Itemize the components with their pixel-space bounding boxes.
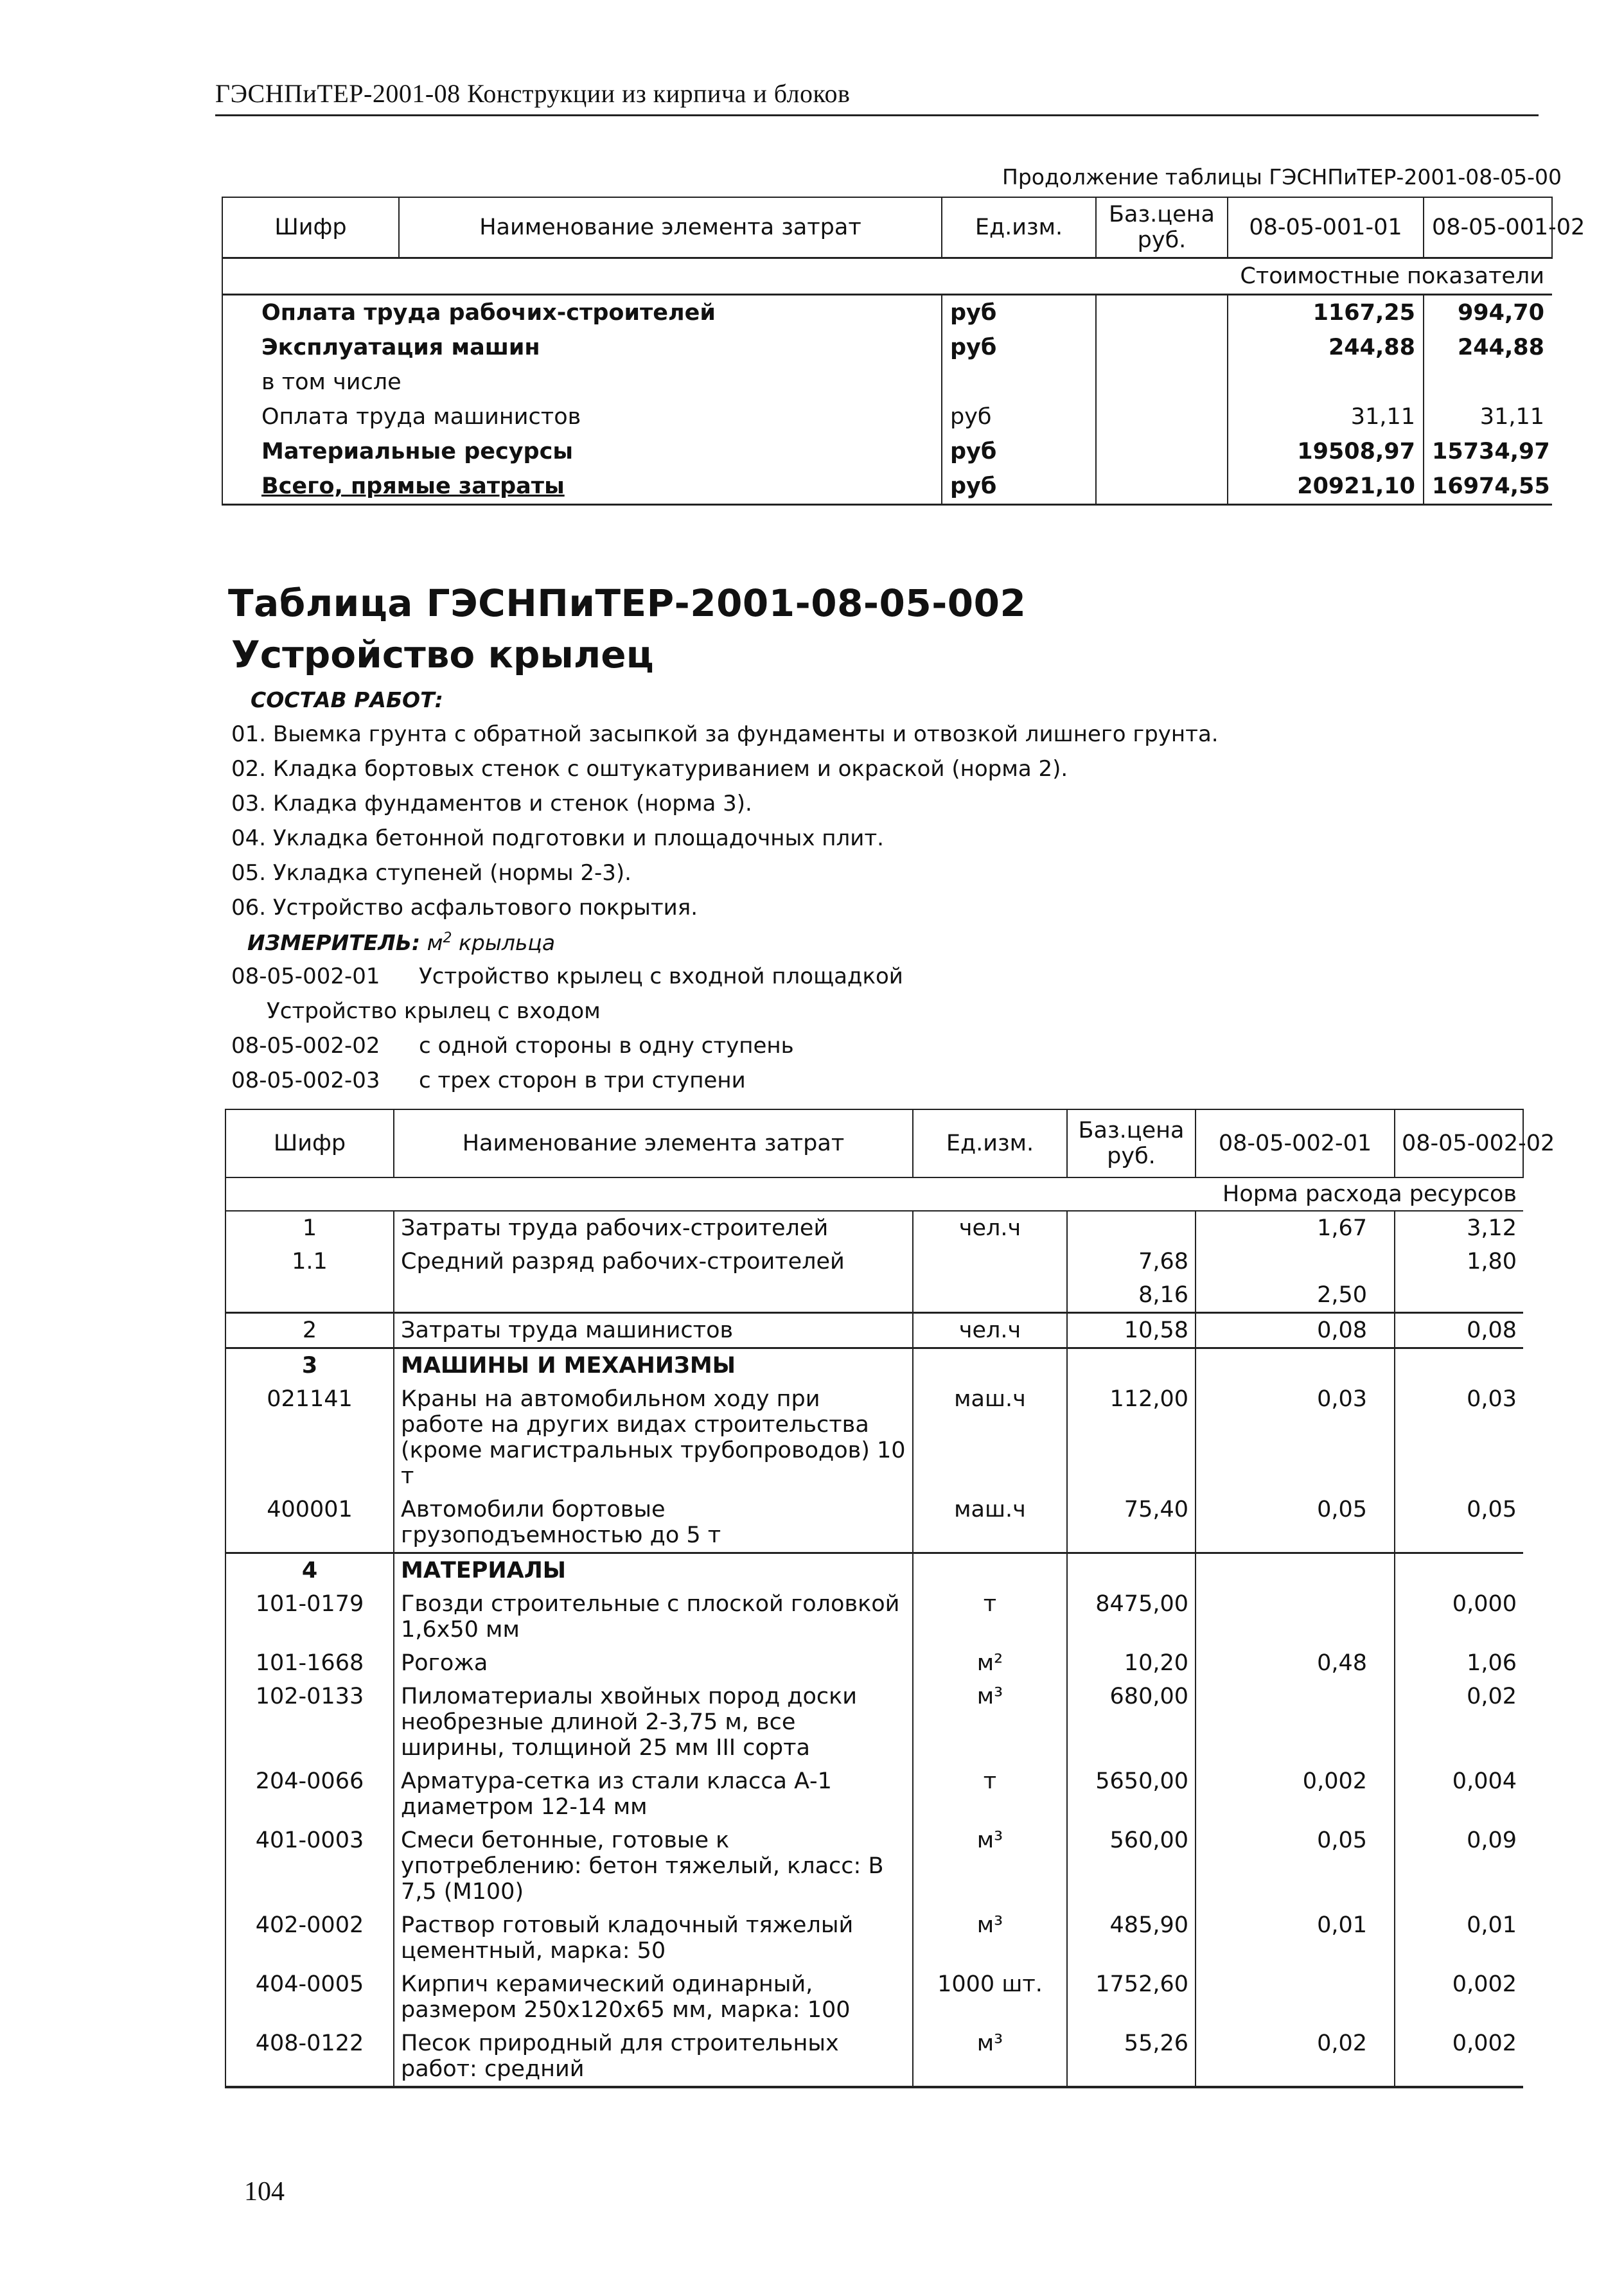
table2-cell-name: МАШИНЫ И МЕХАНИЗМЫ [394,1348,913,1383]
table2-cell-unit: м³ [913,1680,1067,1765]
table2-cell-value1: 2,50 [1196,1278,1395,1313]
table2-cell-unit [913,1553,1067,1588]
table2-cell-price: 8475,00 [1067,1587,1196,1646]
table1-header-unit: Ед.изм. [942,197,1096,258]
table2-title: Таблица ГЭСНПиТЕР-2001-08-05-002 [228,581,1027,625]
table1-row: Всего, прямые затраты руб 20921,10 16974,55 [222,469,1552,505]
table2-subtitle: Устройство крылец [231,633,654,676]
table2-cell-value1: 0,02 [1196,2027,1395,2087]
table2-cell-unit [913,1278,1067,1313]
table2-header-col2: 08-05-002-02 [1395,1109,1523,1177]
operation-item: 06. Устройство асфальтового покрытия. [231,895,698,921]
variant-group-text: Устройство крылец с входом [267,998,601,1024]
table2-cell-name: Песок природный для строительных работ: средний [394,2027,913,2087]
table2-cell-name: Средний разряд рабочих-строителей [394,1245,913,1278]
table2-row [225,1824,1523,1908]
table2-header-code: Шифр [225,1109,394,1177]
meter-unit: м [427,930,443,955]
table2-cell-code: 1 [225,1211,394,1245]
table1-row: Оплата труда рабочих-строителей руб 1167,25 994,70 [222,295,1552,331]
variant-text: с одной стороны в одну ступень [419,1033,794,1059]
table2-cell-price: 5650,00 [1067,1765,1196,1824]
table2-row [225,1908,1523,1968]
meter-line [247,930,555,955]
table2-cell-price: 75,40 [1067,1493,1196,1553]
table2-cell-unit [913,1348,1067,1383]
operation-item: 01. Выемка грунта с обратной засыпкой за фундаменты и отвозкой лишнего грунта. [231,721,1219,747]
table2-cell-code: 408-0122 [225,2027,394,2087]
table2-cell-code: 204-0066 [225,1765,394,1824]
table2-header-unit: Ед.изм. [913,1109,1067,1177]
table2-cell-name: Кирпич керамический одинарный, размером 250х120х65 мм, марка: 100 [394,1968,913,2027]
table2-row [225,1553,1523,1588]
table2-cell-price: 7,68 [1067,1245,1196,1278]
table2-cell-value2: 0,05 [1395,1493,1523,1553]
table2-cell-unit: 1000 шт. [913,1968,1067,2027]
table2-cell-code: 101-0179 [225,1587,394,1646]
table1-header-col2: 08-05-001-02 [1424,197,1552,258]
operation-item: 02. Кладка бортовых стенок с оштукатуриванием и окраской (норма 2). [231,756,1068,782]
composition-label: СОСТАВ РАБОТ: [251,687,443,712]
table2-cell-value2: 0,004 [1395,1765,1523,1824]
table2-cell-unit: м³ [913,1908,1067,1968]
table2-cell-code: 101-1668 [225,1646,394,1680]
table2-cell-value2: 0,03 [1395,1382,1523,1493]
table1-row: Оплата труда машинистов руб 31,11 31,11 [222,400,1552,434]
table1-cost-indicators [222,197,1585,506]
table1-row: Материальные ресурсы руб 19508,97 15734,97 [222,434,1552,469]
table2-header-name: Наименование элемента затрат [394,1109,913,1177]
table2-row [225,1245,1523,1278]
table2-cell-name: Смеси бетонные, готовые к употреблению: бетон тяжелый, класс: В 7,5 (М100) [394,1824,913,1908]
table2-cell-unit: маш.ч [913,1382,1067,1493]
table2-cell-code [225,1278,394,1313]
operation-item: 03. Кладка фундаментов и стенок (норма 3). [231,791,752,816]
table2-cell-value2: 0,09 [1395,1824,1523,1908]
table2-cell-value2: 0,002 [1395,2027,1523,2087]
table2-cell-name: Арматура-сетка из стали класса А-1 диаметром 12-14 мм [394,1765,913,1824]
table2-cell-value2: 1,06 [1395,1646,1523,1680]
running-header: ГЭСНПиТЕР-2001-08 Конструкции из кирпича и блоков [215,79,851,108]
table2-cell-name: Пиломатериалы хвойных пород доски необрезные длиной 2-3,75 м, все ширины, толщиной 25 мм III сорта [394,1680,913,1765]
table2-cell-value1: 0,05 [1196,1493,1395,1553]
table2-cell-unit: м³ [913,2027,1067,2087]
table1-header-name: Наименование элемента затрат [399,197,942,258]
variant-code: 08-05-002-01 [231,964,380,989]
variant-text: Устройство крылец с входной площадкой [419,964,903,989]
table2-cell-name: Затраты труда рабочих-строителей [394,1211,913,1245]
table2-cell-value2 [1395,1348,1523,1383]
table2-cell-code: 1.1 [225,1245,394,1278]
table2-cell-price: 8,16 [1067,1278,1196,1313]
operation-item: 05. Укладка ступеней (нормы 2-3). [231,860,631,886]
table2-cell-name: Гвозди строительные с плоской головкой 1,6х50 мм [394,1587,913,1646]
table1-header-row [222,197,1552,258]
table2-cell-value1 [1196,1553,1395,1588]
table2-cell-value1 [1196,1587,1395,1646]
table2-cell-name: Краны на автомобильном ходу при работе на других видах строительства (кроме магистральных трубопроводов) 10 т [394,1382,913,1493]
table2-row [225,1646,1523,1680]
table2-cell-code: 4 [225,1553,394,1588]
table1-row: в том числе [222,365,1552,400]
table2-cell-unit: м³ [913,1824,1067,1908]
table2-cell-price: 55,26 [1067,2027,1196,2087]
table2-cell-code: 401-0003 [225,1824,394,1908]
table1-header-col1: 08-05-001-01 [1228,197,1424,258]
table2-cell-code: 2 [225,1313,394,1348]
table2-cell-price: 560,00 [1067,1824,1196,1908]
table1-row: Эксплуатация машин руб 244,88 244,88 [222,330,1552,365]
table2-cell-name: Рогожа [394,1646,913,1680]
operation-item: 04. Укладка бетонной подготовки и площадочных плит. [231,825,884,851]
table2-row [225,1587,1523,1646]
table2-cell-value2: 0,01 [1395,1908,1523,1968]
table2-cell-name: Автомобили бортовые грузоподъемностью до 5 т [394,1493,913,1553]
table2-cell-value2: 0,002 [1395,1968,1523,2027]
meter-label: ИЗМЕРИТЕЛЬ: [247,930,421,955]
variant-text: с трех сторон в три ступени [419,1068,746,1093]
header-rule [215,114,1539,116]
table1-section-row [222,258,1552,295]
variant-code: 08-05-002-02 [231,1033,380,1059]
table2-cell-unit: чел.ч [913,1211,1067,1245]
table1-header-code: Шифр [222,197,399,258]
table2-cell-price: 1752,60 [1067,1968,1196,2027]
table2-row [225,1348,1523,1383]
table2-cell-price [1067,1211,1196,1245]
table2-row [225,1382,1523,1493]
table2-cell-value1: 1,67 [1196,1211,1395,1245]
table2-cell-price [1067,1348,1196,1383]
table2-row [225,2027,1523,2087]
table2-cell-value1: 0,08 [1196,1313,1395,1348]
table2-row [225,1968,1523,2027]
table2-norm-row [225,1177,1523,1211]
table2-row [225,1765,1523,1824]
table1-header-price: Баз.цена руб. [1096,197,1228,258]
table2-cell-name: Затраты труда машинистов [394,1313,913,1348]
variant-code: 08-05-002-03 [231,1068,380,1093]
table2-cell-price: 10,20 [1067,1646,1196,1680]
table2-cell-code: 021141 [225,1382,394,1493]
table2-cell-code: 402-0002 [225,1908,394,1968]
table2-header-col1: 08-05-002-01 [1196,1109,1395,1177]
table2-norm-label: Норма расхода ресурсов [1196,1177,1523,1211]
table2-cell-price: 680,00 [1067,1680,1196,1765]
table2-cell-code: 3 [225,1348,394,1383]
table2-cell-value1: 0,05 [1196,1824,1395,1908]
table2-cell-value1 [1196,1968,1395,2027]
table2-cell-value1: 0,48 [1196,1646,1395,1680]
table2-cell-value1 [1196,1348,1395,1383]
table2-cell-unit [913,1245,1067,1278]
table1-section-label: Стоимостные показатели [1228,258,1552,295]
table2-cell-unit: т [913,1765,1067,1824]
table2-cell-value2 [1395,1553,1523,1588]
table2-cell-price: 112,00 [1067,1382,1196,1493]
table2-cell-value2: 1,80 [1395,1245,1523,1278]
table2-cell-price [1067,1553,1196,1588]
table2-cell-unit: чел.ч [913,1313,1067,1348]
table2-cell-value1 [1196,1245,1395,1278]
table2-header-row [225,1109,1523,1177]
table2-cell-value2: 0,08 [1395,1313,1523,1348]
table2-cell-price: 485,90 [1067,1908,1196,1968]
meter-unit-power: 2 [443,930,452,946]
table2-header-price: Баз.цена руб. [1067,1109,1196,1177]
table2-cell-price: 10,58 [1067,1313,1196,1348]
table2-cell-unit: маш.ч [913,1493,1067,1553]
table2-row [225,1680,1523,1765]
table2-cell-code: 400001 [225,1493,394,1553]
table2-cell-value1: 0,002 [1196,1765,1395,1824]
table2-resource-norms [225,1109,1555,2088]
page-number: 104 [244,2177,285,2207]
table2-cell-name: МАТЕРИАЛЫ [394,1553,913,1588]
table2-cell-name: Раствор готовый кладочный тяжелый цементный, марка: 50 [394,1908,913,1968]
table2-row [225,1313,1523,1348]
table2-row [225,1493,1523,1553]
table2-cell-name [394,1278,913,1313]
table2-cell-value2: 0,000 [1395,1587,1523,1646]
table1-continuation-label: Продолжение таблицы ГЭСНПиТЕР-2001-08-05-00 [1002,164,1562,190]
table2-cell-unit: т [913,1587,1067,1646]
table2-cell-value1: 0,01 [1196,1908,1395,1968]
table2-cell-value2: 3,12 [1395,1211,1523,1245]
table2-cell-value1 [1196,1680,1395,1765]
table2-cell-value2 [1395,1278,1523,1313]
table2-cell-value2: 0,02 [1395,1680,1523,1765]
table2-row [225,1211,1523,1245]
meter-rest: крыльца [452,930,556,955]
table2-row [225,1278,1523,1313]
table2-cell-unit: м² [913,1646,1067,1680]
table2-cell-value1: 0,03 [1196,1382,1395,1493]
table2-cell-code: 404-0005 [225,1968,394,2027]
table2-cell-code: 102-0133 [225,1680,394,1765]
